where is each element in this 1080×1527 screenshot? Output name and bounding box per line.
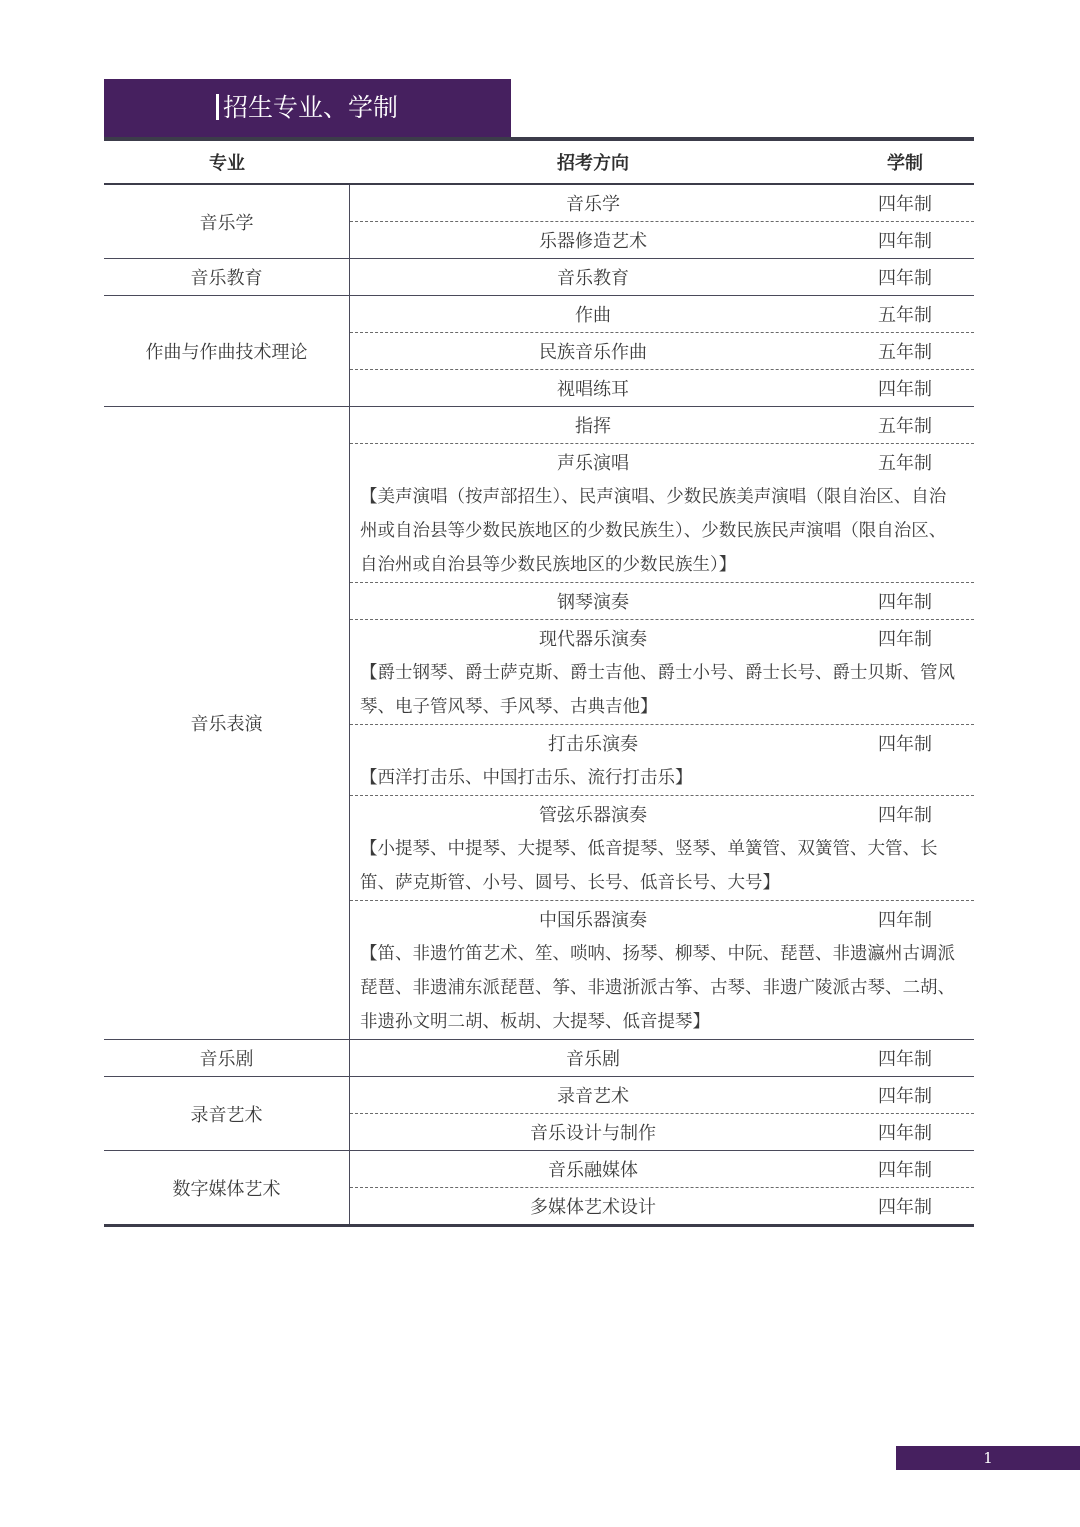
direction-cell: 管弦乐器演奏 <box>539 805 647 826</box>
direction-cell: 视唱练耳 <box>557 379 629 400</box>
table-row <box>350 725 974 796</box>
row-line <box>350 407 974 443</box>
length-cell: 四年制 <box>878 379 932 400</box>
major-group <box>104 1151 974 1227</box>
length-cell: 四年制 <box>878 231 932 252</box>
table-row <box>350 444 974 583</box>
length-cell: 四年制 <box>878 194 932 215</box>
table-row <box>350 583 974 620</box>
title-bar-mark <box>216 94 219 120</box>
direction-cell: 音乐融媒体 <box>548 1160 638 1181</box>
major-group <box>104 407 974 1040</box>
table-row <box>350 259 974 295</box>
direction-rows <box>350 259 974 295</box>
major-group <box>104 1040 974 1077</box>
direction-rows <box>350 1151 974 1224</box>
row-line <box>350 620 974 656</box>
row-line <box>350 796 974 832</box>
direction-rows <box>350 1077 974 1150</box>
direction-note: 【小提琴、中提琴、大提琴、低音提琴、竖琴、单簧管、双簧管、大管、长笛、萨克斯管、小号、圆号、长号、低音长号、大号】 <box>360 839 938 893</box>
row-line <box>350 583 974 619</box>
section-title: 招生专业、学制 <box>223 93 399 122</box>
direction-cell: 音乐教育 <box>557 268 629 289</box>
row-line <box>350 1114 974 1150</box>
length-cell: 四年制 <box>878 1197 932 1218</box>
row-line <box>350 1040 974 1076</box>
row-line <box>350 222 974 258</box>
table-row <box>350 407 974 444</box>
section-title-banner <box>104 79 511 137</box>
major-name: 音乐剧 <box>104 1040 350 1076</box>
major-name: 音乐教育 <box>104 259 350 295</box>
direction-cell: 声乐演唱 <box>557 453 629 474</box>
direction-rows <box>350 407 974 1039</box>
direction-cell: 中国乐器演奏 <box>539 910 647 931</box>
direction-rows <box>350 185 974 258</box>
direction-cell: 录音艺术 <box>557 1086 629 1107</box>
table-row <box>350 1151 974 1188</box>
length-cell: 五年制 <box>878 453 932 474</box>
direction-cell: 指挥 <box>575 416 611 437</box>
direction-rows <box>350 296 974 406</box>
row-line <box>350 259 974 295</box>
major-name: 作曲与作曲技术理论 <box>104 296 350 406</box>
header-length: 学制 <box>887 153 923 174</box>
table-row <box>350 1077 974 1114</box>
table-row <box>350 1040 974 1076</box>
length-cell: 四年制 <box>878 734 932 755</box>
header-major: 专业 <box>209 153 245 174</box>
length-cell: 四年制 <box>878 805 932 826</box>
row-line <box>350 296 974 332</box>
length-cell: 四年制 <box>878 1160 932 1181</box>
length-cell: 五年制 <box>878 342 932 363</box>
table-row <box>350 1188 974 1224</box>
table-header <box>104 141 974 185</box>
direction-cell: 音乐学 <box>566 194 620 215</box>
row-line <box>350 1188 974 1224</box>
table-row <box>350 333 974 370</box>
page-number: 1 <box>896 1446 1080 1470</box>
direction-note: 【爵士钢琴、爵士萨克斯、爵士吉他、爵士小号、爵士长号、爵士贝斯、管风琴、电子管风琴、手风琴、古典吉他】 <box>360 663 955 717</box>
length-cell: 四年制 <box>878 1123 932 1144</box>
major-name: 音乐表演 <box>104 407 350 1039</box>
row-line <box>350 333 974 369</box>
table-row <box>350 370 974 406</box>
major-name: 录音艺术 <box>104 1077 350 1150</box>
direction-cell: 钢琴演奏 <box>557 592 629 613</box>
row-line <box>350 901 974 937</box>
major-group <box>104 259 974 296</box>
direction-cell: 民族音乐作曲 <box>539 342 647 363</box>
length-cell: 四年制 <box>878 1086 932 1107</box>
length-cell: 四年制 <box>878 268 932 289</box>
length-cell: 四年制 <box>878 629 932 650</box>
direction-cell: 作曲 <box>575 305 611 326</box>
direction-cell: 现代器乐演奏 <box>539 629 647 650</box>
row-line <box>350 370 974 406</box>
table-row <box>350 222 974 258</box>
direction-note: 【西洋打击乐、中国打击乐、流行打击乐】 <box>360 768 693 788</box>
table-row <box>350 796 974 901</box>
row-line <box>350 444 974 480</box>
length-cell: 五年制 <box>878 416 932 437</box>
length-cell: 四年制 <box>878 592 932 613</box>
major-group <box>104 296 974 407</box>
row-line <box>350 725 974 761</box>
major-name: 数字媒体艺术 <box>104 1151 350 1224</box>
row-line <box>350 185 974 221</box>
direction-cell: 打击乐演奏 <box>548 734 638 755</box>
majors-table <box>104 137 974 1227</box>
table-row <box>350 901 974 1039</box>
direction-cell: 乐器修造艺术 <box>539 231 647 252</box>
direction-cell: 多媒体艺术设计 <box>530 1197 656 1218</box>
direction-cell: 音乐设计与制作 <box>530 1123 656 1144</box>
table-row <box>350 185 974 222</box>
direction-note: 【笛、非遗竹笛艺术、笙、唢呐、扬琴、柳琴、中阮、琵琶、非遗瀛州古调派琵琶、非遗浦东派琵琶、筝、非遗浙派古筝、古琴、非遗广陵派古琴、二胡、非遗孙文明二胡、板胡、大提琴、低音提琴】 <box>360 944 955 1032</box>
table-row <box>350 620 974 725</box>
table-row <box>350 296 974 333</box>
length-cell: 四年制 <box>878 910 932 931</box>
row-line <box>350 1077 974 1113</box>
header-direction: 招考方向 <box>557 153 629 174</box>
length-cell: 四年制 <box>878 1049 932 1070</box>
major-name: 音乐学 <box>104 185 350 258</box>
direction-rows <box>350 1040 974 1076</box>
length-cell: 五年制 <box>878 305 932 326</box>
major-group <box>104 185 974 259</box>
major-group <box>104 1077 974 1151</box>
direction-cell: 音乐剧 <box>566 1049 620 1070</box>
row-line <box>350 1151 974 1187</box>
direction-note: 【美声演唱（按声部招生）、民声演唱、少数民族美声演唱（限自治区、自治州或自治县等少数民族地区的少数民族生）、少数民族民声演唱（限自治区、自治州或自治县等少数民族地区的少数民族生）】 <box>360 487 947 575</box>
table-row <box>350 1114 974 1150</box>
table-body <box>104 185 974 1227</box>
